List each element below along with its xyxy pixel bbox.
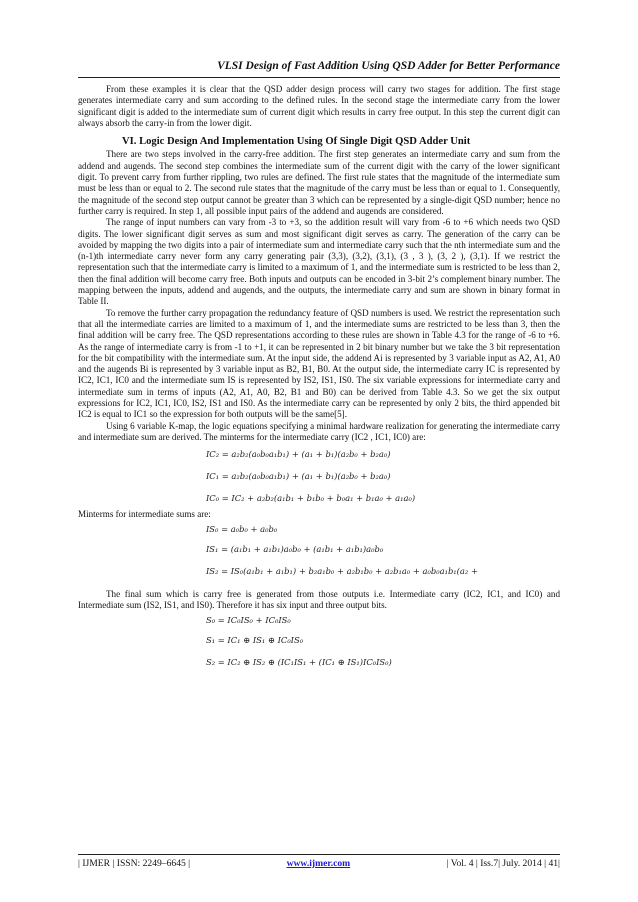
paragraph-carry-free: There are two steps involved in the carry-free addition. The first step generates an intermediate carry and sum from the addend and augends. The second step combines the intermediate sum of the current digit with the carry of the lower significant digit. To prevent carry from further rippling, two rules are defined. The first rule states that the magnitude of the intermediate sum must be less than or equal to 2. The second rule states that the magnitude of the carry must be less than or equal to 1. Consequently, the magnitude of the second step output cannot be greater than 3 which can be represented by a single-digit QSD number; hence no further carry is required. In step 1, all possible input pairs of the addend and augends are considered. (78, 149, 560, 216)
header-rule (78, 77, 560, 78)
paragraph-intro: From these examples it is clear that the QSD adder design process will carry two stages for addition. The first stage generates intermediate carry and sum according to the defined rules. In the second stage the intermediate carry from the lower significant digit is added to the intermediate sum of current digit which results in carry free output. In this step the current digit can always absorb the carry-in from the lower digit. (78, 84, 560, 128)
minterms-sum-label: Minterms for intermediate sums are: (78, 509, 211, 520)
section-heading: VI. Logic Design And Implementation Using Of Single Digit QSD Adder Unit (122, 136, 471, 148)
paragraph-final-sum: The final sum which is carry free is generated from those outputs i.e. Intermediate carry (IC2, IC1, and IC0) and Intermediate sum (IS2, IS1, and IS0). Therefore it has six input and three output bits. (78, 588, 560, 610)
equation-ic1: IC₁ = a₂b₂(a₀b₀a₁b₁) + (a₁ + b₁)(a₂b₀ + b₂a₀) (206, 470, 391, 481)
equation-ic2: IC₂ = a₂b₂(a₀b₀a₁b₁) + (a₁ + b₁)(a₂b₀ + b₂a₀) (206, 448, 391, 459)
paragraph-input-range: The range of input numbers can vary from -3 to +3, so the addition result will vary from -6 to +6 which needs two QSD digits. The lower significant digit serves as sum and most significant digit serves as carry. The generation of the carry can be avoided by mapping the two digits into a pair of intermediate sum and intermediate carry such that the nth intermediate sum and the (n-1)th intermediate carry never form any carry generating pair (3,3), (3,2), (3,1), (3 , 3 ), (3, 2 ), (3,1). If we restrict the representation such that the intermediate carry is limited to a maximum of 1, and the intermediate sum is restricted to be less than 2, then the final addition will become carry free. Both inputs and outputs can be encoded in 3-bit 2’s complement binary number. The mapping between the inputs, addend and augends, and the outputs, the intermediate carry and sum are shown in binary format in Table II. (78, 217, 560, 307)
footer-rule (78, 854, 560, 855)
equation-ic0: IC₀ = IC₂ + a₂b₂(a₁b₁ + b₁b₀ + b₀a₁ + b₁a₀ + a₁a₀) (206, 492, 416, 503)
footer-volume: | Vol. 4 | Iss.7| July. 2014 | 41| (446, 858, 560, 869)
equation-is2: IS₂ = IS₀(a₁b₁ + a₁b₁) + b₂a₁b₀ + a₂b₁b₀ + a₂b₁a₀ + a₀b₀a₁b₁(a₂ + (206, 566, 478, 576)
running-title: VLSI Design of Fast Addition Using QSD Adder for Better Performance (217, 60, 560, 72)
equation-s1: S₁ = IC₁ ⊕ IS₁ ⊕ IC₀IS₀ (206, 634, 304, 645)
page-body (78, 84, 560, 673)
carry-equations (78, 443, 560, 509)
equation-s2: S₂ = IC₂ ⊕ IS₂ ⊕ (IC₁IS₁ + (IC₁ ⊕ IS₁)IC₀IS₀) (206, 656, 392, 667)
final-sum-equations (78, 611, 560, 673)
footer-journal: | IJMER | ISSN: 2249–6645 | (78, 858, 191, 869)
page-footer (78, 858, 560, 869)
sum-equations (78, 521, 560, 583)
footer-website-link[interactable]: www.ijmer.com (286, 858, 351, 869)
equation-is1: IS₁ = (a₁b₁ + a₁b₁)a₀b₀ + (a₁b₁ + a₁b₁)a₀b₀ (206, 544, 384, 554)
paragraph-kmap: Using 6 variable K-map, the logic equations specifying a minimal hardware realization for generating the intermediate carry and intermediate sum are derived. The minterms for the intermediate carry (IC2 , IC1, IC0) are: (78, 420, 560, 442)
paragraph-redundancy: To remove the further carry propagation the redundancy feature of QSD numbers is used. We restrict the representation such that all the intermediate carries are limited to a maximum of 1, and the intermediate sums are restricted to be less than 3, then the final addition will be carry free. The QSD representations according to these rules are shown in Table 4.3 for the range of -6 to +6. As the range of intermediate carry is from -1 to +1, it can be represented in 2 bit binary number but we take the 3 bit representation for the bit compatibility with the intermediate sum. At the input side, the addend Ai is represented by 3 variable input as A2, A1, A0 and the augends Bi is represented by 3 variable input as B2, B1, B0. At the output side, the intermediate carry IC is represented by IC2, IC1, IC0 and the intermediate sum IS is represented by IS2, IS1, IS0. The six variable expressions for intermediate carry and intermediate sum in terms of inputs (A2, A1, A0, B2, B1 and B0) can be derived from Table 4.3. So we get the six output expressions for IC2, IC1, IC0, IS2, IS1 and IS0. As the intermediate carry can be represented by only 2 bits, the third appended bit IC2 is equal to IC1 so the expression for both outputs will be the same[5]. (78, 307, 560, 420)
equation-s0: S₀ = IC₀IS₀ + IC₀IS₀ (206, 614, 291, 625)
equation-is0: IS₀ = a₀b₀ + a₀b₀ (206, 524, 278, 534)
